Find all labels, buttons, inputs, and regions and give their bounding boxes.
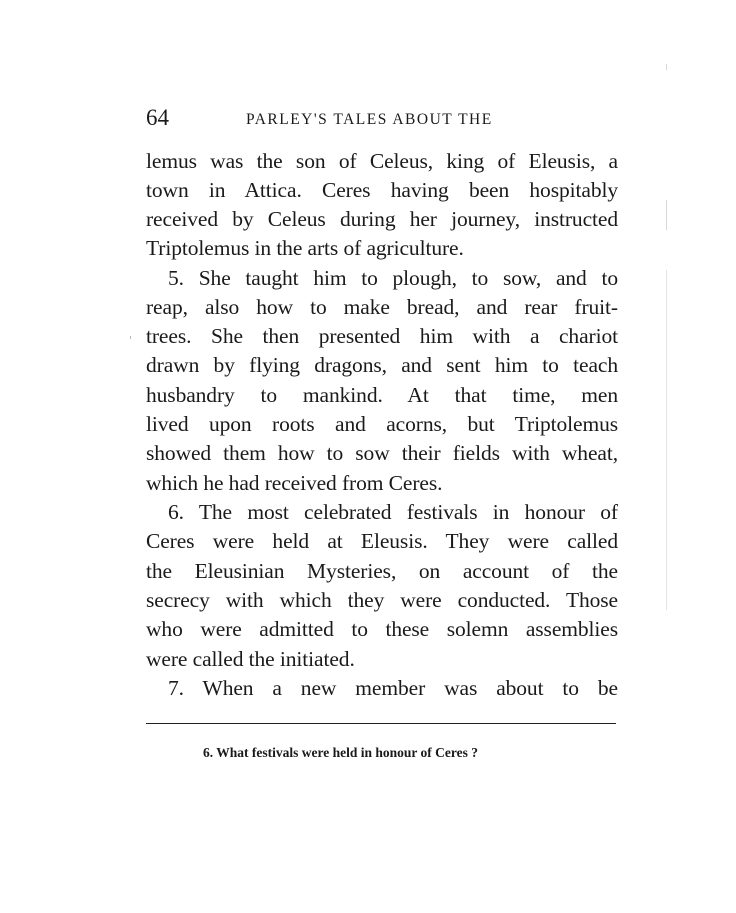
running-title: PARLEY'S TALES ABOUT THE: [246, 111, 493, 128]
text-line: town in Attica. Ceres having been hospitably: [146, 178, 618, 202]
text-line: received by Celeus during her journey, instructed: [146, 207, 618, 231]
scan-edge-mark: [666, 270, 667, 610]
scan-speck: [130, 336, 131, 339]
paragraph-7-start: 7. When a new member was about to be: [168, 676, 618, 700]
text-line: which he had received from Ceres.: [146, 471, 443, 495]
page-number: 64: [146, 105, 169, 130]
footnote-question: 6. What festivals were held in honour of Ceres ?: [203, 745, 479, 760]
text-line: the Eleusinian Mysteries, on account of the: [146, 559, 618, 583]
text-line: reap, also how to make bread, and rear fruit-: [146, 295, 618, 319]
text-line: drawn by flying dragons, and sent him to teach: [146, 353, 618, 377]
scan-edge-mark: [666, 200, 667, 230]
paragraph-5-start: 5. She taught him to plough, to sow, and to: [168, 266, 618, 290]
text-line: lemus was the son of Celeus, king of Eleusis, a: [146, 149, 618, 173]
text-line: were called the initiated.: [146, 647, 355, 671]
text-line: showed them how to sow their fields with wheat,: [146, 441, 618, 465]
text-line: secrecy with which they were conducted. Those: [146, 588, 618, 612]
text-line: who were admitted to these solemn assemblies: [146, 617, 618, 641]
text-line: husbandry to mankind. At that time, men: [146, 383, 618, 407]
scan-edge-mark: [666, 64, 667, 70]
text-line: lived upon roots and acorns, but Triptolemus: [146, 412, 618, 436]
text-line: Triptolemus in the arts of agriculture.: [146, 236, 464, 260]
footnote-divider: [146, 723, 616, 724]
paragraph-6-start: 6. The most celebrated festivals in honour of: [168, 500, 618, 524]
text-line: Ceres were held at Eleusis. They were called: [146, 529, 618, 553]
text-line: trees. She then presented him with a chariot: [146, 324, 618, 348]
